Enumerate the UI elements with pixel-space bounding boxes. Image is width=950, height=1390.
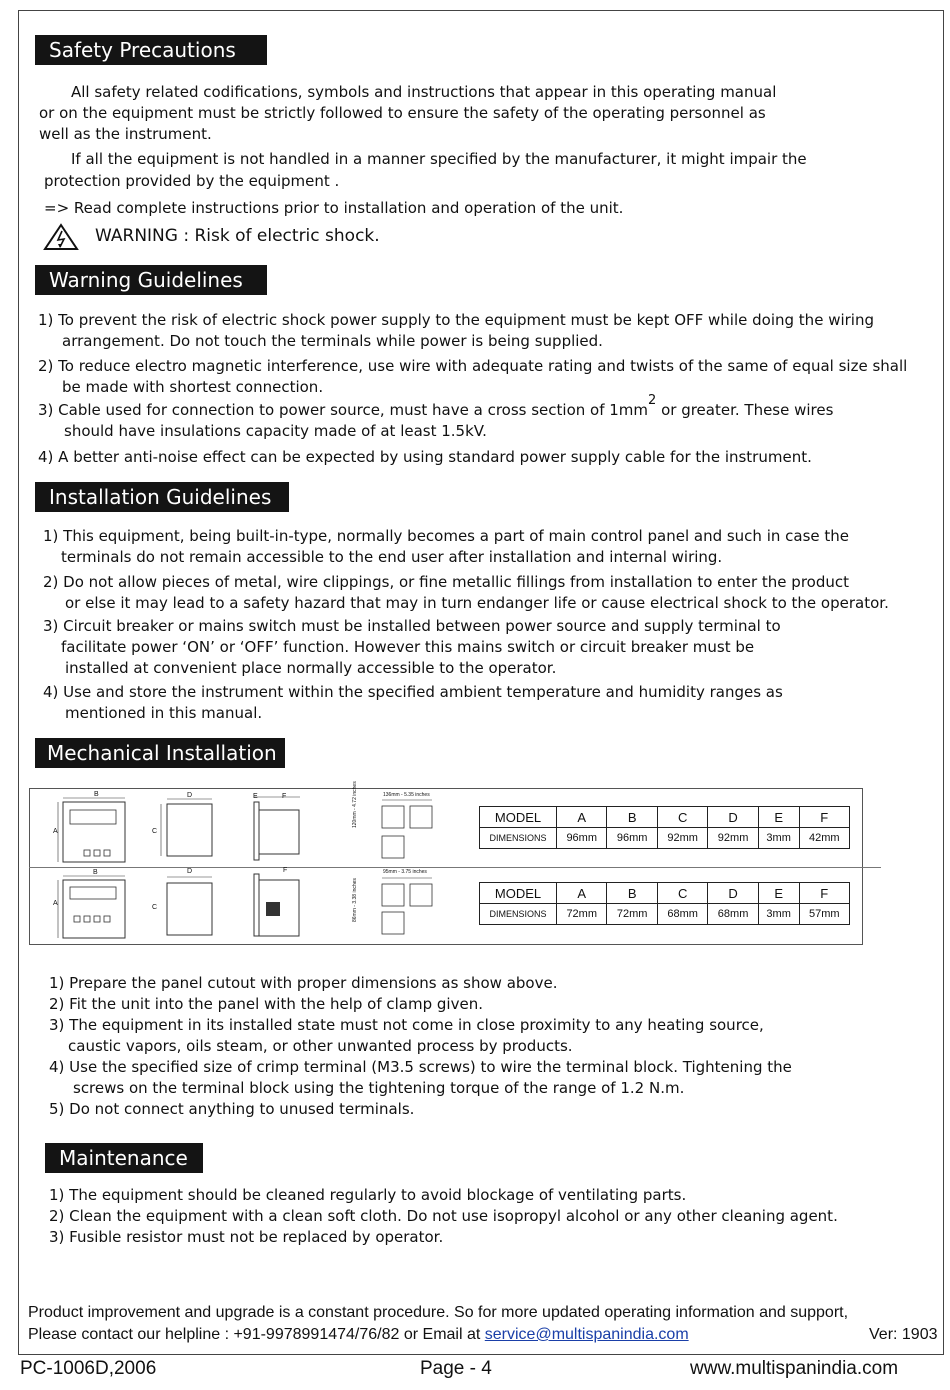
table-row — [480, 904, 850, 925]
page-number: Page - 4 — [420, 1358, 492, 1379]
dim-label-b-1: B — [94, 791, 99, 798]
dim-label-d-1: D — [187, 792, 193, 799]
mech-item-3-line-2: caustic vapors, oils steam, or other unwanted process by products. — [68, 1037, 573, 1055]
install-item-3-line-3: installed at convenient place normally accessible to the operator. — [65, 659, 557, 677]
install-item-4-line-2: mentioned in this manual. — [65, 704, 263, 722]
cutout-width-label-2: 95mm - 3.75 inches — [383, 869, 427, 875]
cutout-height-label-1: 120mm - 4.72 inches — [352, 781, 358, 828]
mechanical-installation-title: Mechanical Installation — [35, 738, 285, 768]
support-email-link[interactable]: service@multispanindia.com — [484, 1326, 689, 1343]
warning-item-3-line-1 — [38, 393, 834, 422]
warning-item-3-line-2: should have insulations capacity made of at least 1.5kV. — [64, 422, 487, 440]
table-cell: A — [557, 807, 607, 828]
maintenance-title: Maintenance — [45, 1143, 203, 1173]
table-cell: 92mm — [708, 828, 758, 849]
warning-item-3-text-b: or greater. These wires — [656, 401, 834, 419]
warning-item-4-line-1: 4) A better anti-noise effect can be expected by using standard power supply cable for the instrument. — [38, 448, 812, 466]
maint-item-1: 1) The equipment should be cleaned regularly to avoid blockage of ventilating parts. — [49, 1186, 687, 1204]
dim-label-d-2: D — [187, 868, 193, 875]
table-cell: A — [557, 883, 607, 904]
table-cell: C — [657, 807, 707, 828]
warning-guidelines-title: Warning Guidelines — [35, 265, 267, 295]
table-cell: B — [607, 883, 657, 904]
safety-precautions-title: Safety Precautions — [35, 35, 267, 65]
table-cell: 68mm — [657, 904, 707, 925]
safety-para-2-line-1: If all the equipment is not handled in a manner specified by the manufacturer, it might impair the — [71, 150, 807, 168]
table-cell: E — [758, 807, 799, 828]
safety-para-1-line-3: well as the instrument. — [39, 125, 212, 143]
table-cell: F — [799, 883, 850, 904]
dim-label-a-1: A — [53, 828, 58, 835]
table-cell: C — [657, 883, 707, 904]
table-cell: 42mm — [799, 828, 850, 849]
table-cell: D — [708, 807, 758, 828]
maint-item-2: 2) Clean the equipment with a clean soft cloth. Do not use isopropyl alcohol or any other cleaning agent. — [49, 1207, 838, 1225]
install-item-3-line-1: 3) Circuit breaker or mains switch must be installed between power source and supply terminal to — [43, 617, 781, 635]
mech-item-2: 2) Fit the unit into the panel with the help of clamp given. — [49, 995, 483, 1013]
install-item-4-line-1: 4) Use and store the instrument within the specified ambient temperature and humidity ranges as — [43, 683, 783, 701]
safety-para-1-line-1: All safety related codifications, symbols and instructions that appear in this operating manual — [71, 83, 777, 101]
warning-label: WARNING — [95, 226, 178, 246]
electric-shock-warning-icon — [43, 223, 79, 251]
table-cell: 57mm — [799, 904, 850, 925]
dim-label-a-2: A — [53, 900, 58, 907]
helpline-text: Please contact our helpline : +91-9978991474/76/82 or Email at — [28, 1326, 485, 1343]
warning-item-1-line-1: 1) To prevent the risk of electric shock power supply to the equipment must be kept OFF while doing the wiring — [38, 311, 874, 329]
warning-item-2-line-1: 2) To reduce electro magnetic interference, use wire with adequate rating and twists of the same of equal size shall — [38, 357, 908, 375]
table-cell: DIMENSIONS — [480, 828, 557, 849]
mech-item-4-line-1: 4) Use the specified size of crimp terminal (M3.5 screws) to wire the terminal block. Tightening the — [49, 1058, 792, 1076]
mech-item-4-line-2: screws on the terminal block using the tightening torque of the range of 1.2 N.m. — [73, 1079, 685, 1097]
mechanical-dimension-drawings-72 — [40, 868, 460, 944]
dim-label-f-2: F — [283, 867, 288, 874]
table-cell: E — [758, 883, 799, 904]
table-cell: 92mm — [657, 828, 707, 849]
mechanical-dimension-drawings-96 — [40, 790, 460, 866]
install-item-1-line-1: 1) This equipment, being built-in-type, normally becomes a part of main control panel and such in case the — [43, 527, 850, 545]
dim-label-c-2: C — [152, 904, 158, 911]
dim-label-c-1: C — [152, 828, 158, 835]
mech-item-3-line-1: 3) The equipment in its installed state must not come in close proximity to any heating source, — [49, 1016, 764, 1034]
install-item-1-line-2: terminals do not remain accessible to the end user after installation and internal wiring. — [61, 548, 723, 566]
install-item-2-line-1: 2) Do not allow pieces of metal, wire clippings, or fine metallic fillings from installation to enter the product — [43, 573, 850, 591]
table-cell: 68mm — [708, 904, 758, 925]
table-cell: DIMENSIONS — [480, 904, 557, 925]
safety-para-1-line-2: or on the equipment must be strictly followed to ensure the safety of the operating personnel as — [39, 104, 766, 122]
version-label: Ver: 1903 — [869, 1326, 938, 1343]
mech-item-1: 1) Prepare the panel cutout with proper dimensions as show above. — [49, 974, 558, 992]
warning-line — [95, 226, 380, 247]
footer-notice-line-2 — [28, 1326, 689, 1344]
table-cell: F — [799, 807, 850, 828]
table-cell: MODEL — [480, 883, 557, 904]
document-code: PC-1006D,2006 — [20, 1358, 157, 1379]
table-row — [480, 883, 850, 904]
table-cell: 96mm — [607, 828, 657, 849]
warning-item-1-line-2: arrangement. Do not touch the terminals while power is being supplied. — [62, 332, 603, 350]
warning-item-2-line-2: be made with shortest connection. — [62, 378, 324, 396]
installation-guidelines-title: Installation Guidelines — [35, 482, 289, 512]
table-cell: 96mm — [557, 828, 607, 849]
warning-text: : Risk of electric shock. — [177, 226, 380, 246]
table-cell: 72mm — [607, 904, 657, 925]
dim-label-f-1: F — [282, 793, 287, 800]
website-link[interactable]: www.multispanindia.com — [690, 1358, 899, 1379]
table-row — [480, 828, 850, 849]
footer-notice-line-1: Product improvement and upgrade is a constant procedure. So for more updated operating information and support, — [28, 1304, 849, 1321]
safety-para-2-line-2: protection provided by the equipment . — [44, 172, 340, 190]
table-cell: 3mm — [758, 904, 799, 925]
cutout-height-label-2: 86mm - 3.38 inches — [352, 878, 358, 922]
warning-item-3-text-a: 3) Cable used for connection to power source, must have a cross section of 1mm — [38, 401, 649, 419]
dim-label-e-1: E — [253, 793, 258, 800]
table-row — [480, 807, 850, 828]
dimensions-table-72 — [479, 882, 850, 925]
install-item-3-line-2: facilitate power ‘ON’ or ‘OFF’ function. However this mains switch or circuit breaker must be — [61, 638, 755, 656]
install-item-2-line-2: or else it may lead to a safety hazard that may in turn endanger life or cause electrical shock to the operator. — [65, 594, 889, 612]
table-cell: 72mm — [557, 904, 607, 925]
table-cell: B — [607, 807, 657, 828]
superscript-2: 2 — [648, 393, 657, 408]
table-cell: MODEL — [480, 807, 557, 828]
cutout-width-label-1: 136mm - 5.35 inches — [383, 792, 430, 798]
dimensions-table-96 — [479, 806, 850, 849]
table-cell: D — [708, 883, 758, 904]
maint-item-3: 3) Fusible resistor must not be replaced by operator. — [49, 1228, 444, 1246]
table-cell: 3mm — [758, 828, 799, 849]
dim-label-b-2: B — [93, 869, 98, 876]
read-instructions-note: => Read complete instructions prior to installation and operation of the unit. — [44, 199, 624, 217]
mech-item-5: 5) Do not connect anything to unused terminals. — [49, 1100, 415, 1118]
